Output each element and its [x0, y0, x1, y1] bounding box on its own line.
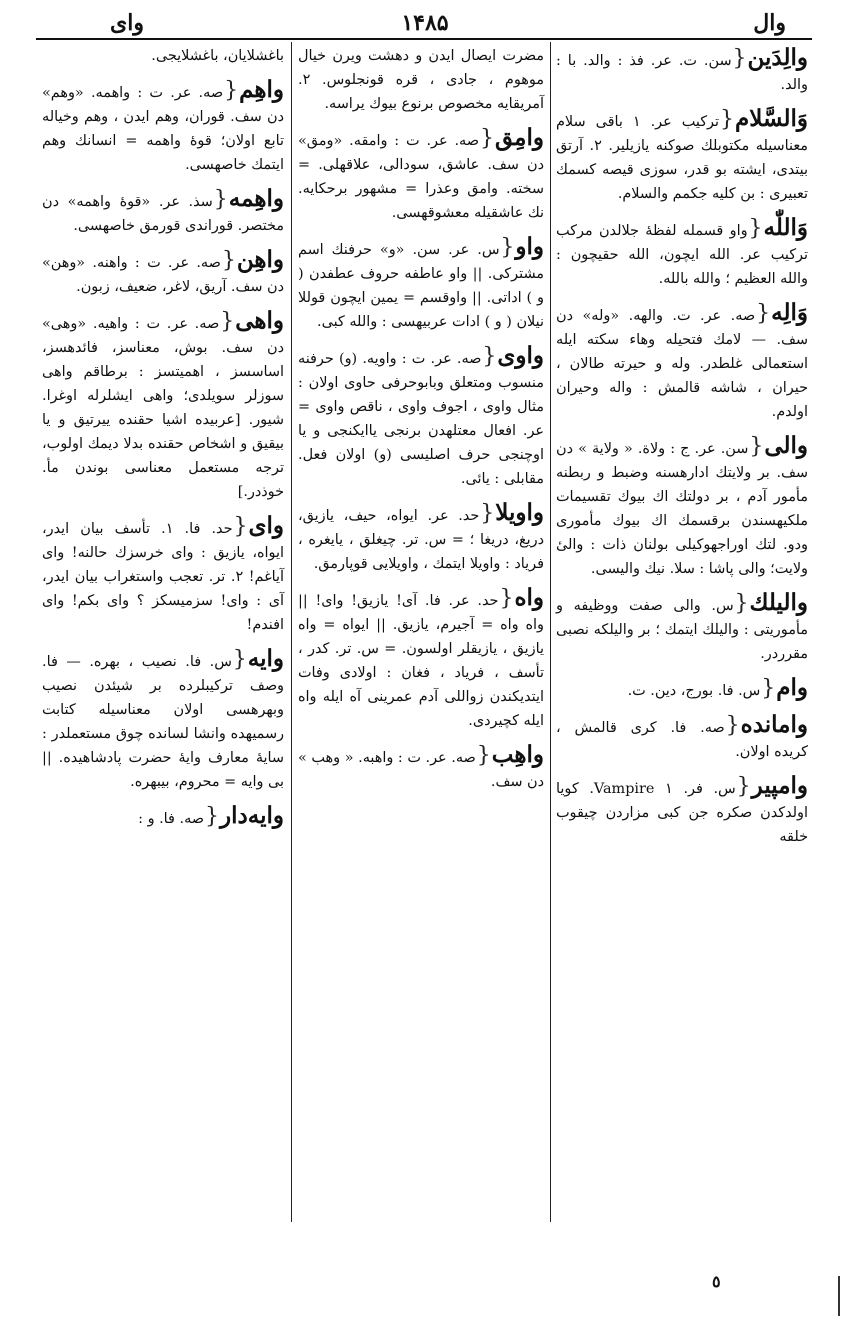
headword: وای — [248, 512, 284, 539]
headword: واو — [515, 233, 544, 260]
dictionary-entry — [42, 307, 284, 504]
entry-definition: حد. عر. ایواه، حیف، یازیق، دریغ، دریغا ؛ = س. تر. چیغلق ، یایغره ، فریاد : واویلا ایتمك ، واویلایی قوپارمق. — [298, 508, 544, 572]
dictionary-entry — [298, 499, 544, 576]
brace-glyph: { — [500, 235, 515, 260]
entry-definition: صه. عر. ت : واهبه. « وهب » دن سف. — [298, 750, 544, 790]
brace-glyph: { — [732, 46, 747, 71]
dictionary-entry — [556, 214, 808, 291]
entry-definition: صه. عر. ت. والهه. «وله» دن سف. — لامك فتحیله وهاء سکته ایله استعمالی غلطدر. وله و حیرته طالان ، حیران ، شاشه قالمش : واله وحیران اولدم. — [556, 308, 808, 420]
entry-definition: صه. عر. ت : واویه. (و) حرفنه منسوب ومتعلق وبابوحرفی حاوی اولان : مثال واوی ، اجوف واوی ، ناقص واوی = عر. افعال معتلهدن برنجی یاایکنجی و یا اوچنجی حرف اصلیسی (و) اولان فعل. مقابلی : یائی. — [298, 351, 544, 487]
dictionary-entry — [556, 105, 808, 206]
brace-glyph: { — [748, 216, 763, 241]
signature-mark: ٥ — [712, 1272, 721, 1291]
brace-glyph: { — [213, 187, 228, 212]
brace-glyph: { — [476, 743, 491, 768]
dictionary-entry — [42, 802, 284, 831]
column-divider-left — [291, 42, 292, 1222]
column-left — [38, 44, 288, 1224]
entry-definition: س. فر. Vampire ۱. کویا اولدکدن صکره جن کبی مزاردن چیقوب خلقه — [556, 781, 808, 845]
brace-glyph: { — [736, 774, 751, 799]
headword: وامِق — [495, 124, 544, 151]
brace-glyph: { — [205, 804, 220, 829]
dictionary-entry — [42, 185, 284, 238]
dictionary-entry — [298, 741, 544, 794]
dictionary-entry — [556, 589, 808, 666]
entry-definition: صه. عر. ت : واهمه. «وهم» دن سف. قوران، وهم ایدن ، وهم وخیاله تابع اولان؛ قوهٔ واهمه = انسانك وهم ایتمك خاصهسی. — [42, 85, 284, 173]
entry-continuation: باغشلایان، باغشلایجی. — [151, 48, 284, 64]
dictionary-entry — [556, 44, 808, 97]
entry-definition: حد. عر. فا. آی! یازیق! وای! || واه واه = آجیرم، یازیق. || ایواه = واه یازیق ، یازیقلر اولسون. = س. تر. کدر ، تأسف ، فریاد ، فغان : اولادی وفات ایتدیکندن زواللی آدم عمرینی آه ایله واه ایله کچیردی. — [298, 593, 544, 729]
column-divider-right — [550, 42, 551, 1222]
entry-definition: سن. ت. عر. فذ : والد. با : والد. — [556, 53, 808, 93]
brace-glyph: { — [233, 514, 248, 539]
brace-glyph: { — [480, 126, 494, 151]
headword: واهِب — [491, 741, 544, 768]
entry-definition: صه. عر. ت : وامقه. «ومق» دن سف. عاشق، سودالی، علاقهلی. = سخته. وامق وعذرا = مشهور برحکایه. نك عاشقیله معشوقهسی. — [298, 133, 544, 221]
entry-definition: سذ. عر. «قوهٔ واهمه» دن مختصر. قوراندی قورمق خاصهسی. — [42, 194, 284, 234]
brace-glyph: { — [749, 434, 764, 459]
brace-glyph: { — [725, 713, 740, 738]
headword: وَالسَّلام — [735, 105, 808, 132]
dictionary-entry — [556, 674, 808, 703]
entry-continuation: مضرت ایصال ایدن و دهشت ویرن خیال موهوم ، جادی ، قره قونجلوس. ۲. آمریقایه مخصوص برنوع بیوك یراسه. — [298, 48, 544, 112]
entry-definition: ترکیب عر. ۱ باقی سلام معناسیله مکتوبلك صوکنه یازیلیر. ۲. آرتق بیتدی، ایشته بو قدر، سوزی قیصه کسمك تعبیری : بن کلیه جکمم والسلام. — [556, 114, 808, 202]
entry-definition: صه. عر. ت : واهنه. «وهن» دن سف. آریق، لاغر، ضعیف، زبون. — [42, 255, 284, 295]
brace-glyph: { — [232, 647, 247, 672]
column-right — [552, 44, 812, 1224]
brace-glyph: { — [480, 501, 495, 526]
headword: واوی — [497, 342, 544, 369]
entry-definition: صه. فا. و : — [138, 811, 205, 827]
header-rule — [36, 38, 812, 40]
headword: والی — [764, 432, 808, 459]
entry-definition: س. والی صفت ووظیفه و مأموریتی : والیلك ایتمك ؛ بر والیلکه نصبی مقرردر. — [556, 598, 808, 662]
headword: واهِن — [236, 246, 284, 273]
dictionary-entry — [298, 233, 544, 334]
brace-glyph: { — [734, 591, 749, 616]
dictionary-entry — [42, 246, 284, 299]
scan-edge-line — [838, 1276, 840, 1316]
dictionary-entry — [42, 76, 284, 177]
headword: واویلا — [495, 499, 544, 526]
entry-definition: صه. عر. ت : واهیه. «وهی» دن سف. بوش، معناسز، فائدهسز، اساسسز ، اهمیتسز : برطاقم واهی سوزلر سویلدی؛ واهی ایشلرله اوغرا. شیور. [عربیده اشیا حقنده ییرتیق و یا بیقیق و اشخاص حقنده بدلا دیمك اولوب، ترجه مستعمل معناسی بوندن مأ. خوذدر.] — [42, 316, 284, 500]
brace-glyph: { — [482, 344, 497, 369]
dictionary-entry — [298, 342, 544, 491]
headword: وایه — [247, 645, 284, 672]
dictionary-entry — [556, 772, 808, 849]
entry-definition: س. فا. نصیب ، بهره. — فا. وصف ترکیبلرده بر شیئدن نصیب وبهرهسی اولان معناسیله کتابت رسمیهده وانشا لسانده چوق مستعملدر : سایهٔ معارف وایهٔ حضرت پادشاهیده. || بی وایه = محروم، بیبهره. — [42, 654, 284, 790]
dictionary-entry — [556, 432, 808, 581]
headword: وامانده — [740, 711, 808, 738]
page-number: ۱۴۸۵ — [401, 10, 449, 36]
brace-glyph: { — [720, 107, 734, 132]
entry-definition: سن. عر. ج : ولاة. « ولایة » دن سف. بر ولایتك ادارهسنه وضبط و ربطنه مأمور آدم ، بر دولتك اك بیوك تقسیمات ملکیهسندن برقسمك اك بیوك مأموری ودو. لتك اوراجهوکیلی بولنان ذات : والیٔ ولایت؛ والی پاشا : سلا. نیك والیسی. — [556, 441, 808, 577]
brace-glyph: { — [499, 586, 514, 611]
headword: وَالِه — [771, 299, 808, 326]
headword: واهِمه — [228, 185, 284, 212]
dictionary-entry — [298, 584, 544, 733]
headword: واه — [514, 584, 544, 611]
headword: واهی — [235, 307, 284, 334]
brace-glyph: { — [220, 309, 235, 334]
entry-definition: صه. فا. کری قالمش ، کریده اولان. — [556, 720, 808, 760]
running-head-right: وال — [753, 10, 786, 36]
brace-glyph: { — [756, 301, 771, 326]
column-middle — [294, 44, 548, 1224]
entry-definition: واو قسمله لفظهٔ جلالدن مرکب ترکیب عر. الله ایچون، الله حقیچون : والله العظیم ؛ والله بالله. — [556, 223, 808, 287]
brace-glyph: { — [761, 676, 776, 701]
headword: واهِم — [239, 76, 284, 103]
dictionary-entry — [42, 512, 284, 637]
brace-glyph: { — [224, 78, 239, 103]
headword: والِدَین — [747, 44, 808, 71]
headword: وایه‌دار — [220, 802, 284, 829]
dictionary-entry — [556, 711, 808, 764]
headword: وَاللّٰه — [763, 214, 808, 241]
entry-definition: حد. فا. ۱. تأسف بیان ایدر، ایواه، یازیق : وای خرسزك حالنه! وای آیاغم! ۲. تر. تعجب واستغراب بیان ایدر، آی : وای! سزمیسکز ؟ وای بکم! وای افندم! — [42, 521, 284, 633]
headword: وامپیر — [751, 772, 809, 799]
entry-definition: س. فا. بورج، دین. ت. — [627, 683, 761, 699]
headword: وام — [776, 674, 808, 701]
running-head-left: وای — [110, 10, 144, 36]
entry-definition: س. عر. سن. «و» حرفنك اسم مشترکی. || واو عاطفه حروف عطفدن ( و ) اداتی. || واوقسم = یمین ایچون قوللا نیلان ( و ) ادات عربیهسی : والله کبی. — [298, 242, 544, 330]
brace-glyph: { — [221, 248, 236, 273]
dictionary-entry — [42, 645, 284, 794]
dictionary-entry — [556, 299, 808, 424]
headword: والیلك — [749, 589, 808, 616]
dictionary-entry — [298, 124, 544, 225]
